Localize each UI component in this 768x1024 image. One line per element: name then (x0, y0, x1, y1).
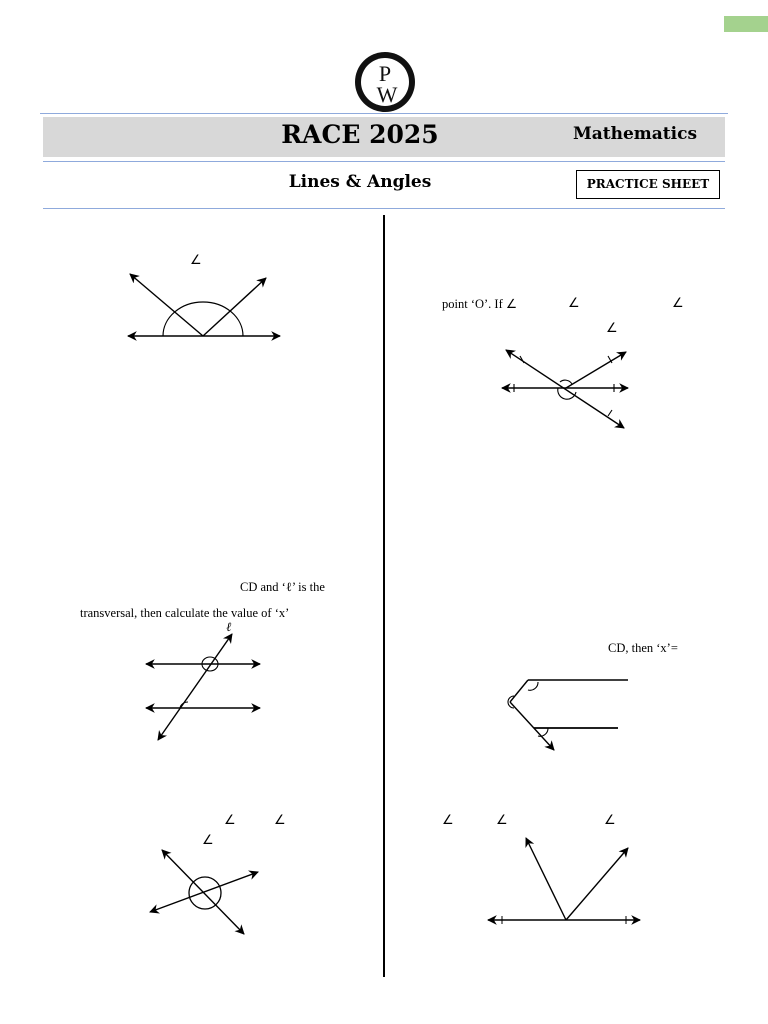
column-divider (383, 215, 385, 977)
q3-text-line1: CD and ‘ℓ’ is the (240, 580, 325, 594)
pw-logo (353, 50, 417, 114)
q2-angle-symbol-a: ∠ (568, 295, 580, 310)
subject-label: Mathematics (572, 124, 698, 144)
q3-line-label: ℓ (226, 620, 232, 634)
q3-figure (140, 628, 270, 748)
q6-angle-symbol-b: ∠ (496, 812, 508, 827)
q6-angle-symbol-c: ∠ (604, 812, 616, 827)
q4-text: CD, then ‘x’= (608, 641, 678, 655)
header-rule-mid (43, 161, 725, 162)
q2-figure (496, 344, 636, 434)
q5-figure (144, 844, 264, 940)
q6-figure (482, 830, 648, 930)
q5-angle-symbol-b: ∠ (274, 812, 286, 827)
q2-angle-symbol-c: ∠ (606, 320, 618, 335)
q1-figure (120, 268, 290, 348)
svg-text:P: P (378, 61, 392, 86)
q1-angle-symbol: ∠ (190, 252, 202, 267)
header-rule-top (40, 113, 728, 114)
page-title: RACE 2025 (281, 120, 439, 149)
q5-angle-symbol-a: ∠ (224, 812, 236, 827)
q2-angle-symbol-b: ∠ (672, 295, 684, 310)
practice-sheet-badge: PRACTICE SHEET (576, 170, 720, 199)
q2-text: point ‘O’. If ∠ (442, 297, 518, 311)
header-rule-bottom (43, 208, 725, 209)
q6-angle-symbol-a: ∠ (442, 812, 454, 827)
svg-text:W: W (376, 82, 398, 107)
q5-angle-symbol-c: ∠ (202, 832, 214, 847)
q3-text-line2: transversal, then calculate the value of ‘x’ (80, 606, 290, 620)
topic-label: Lines & Angles (288, 172, 432, 192)
q4-figure (504, 672, 634, 756)
accent-tab (724, 16, 768, 32)
